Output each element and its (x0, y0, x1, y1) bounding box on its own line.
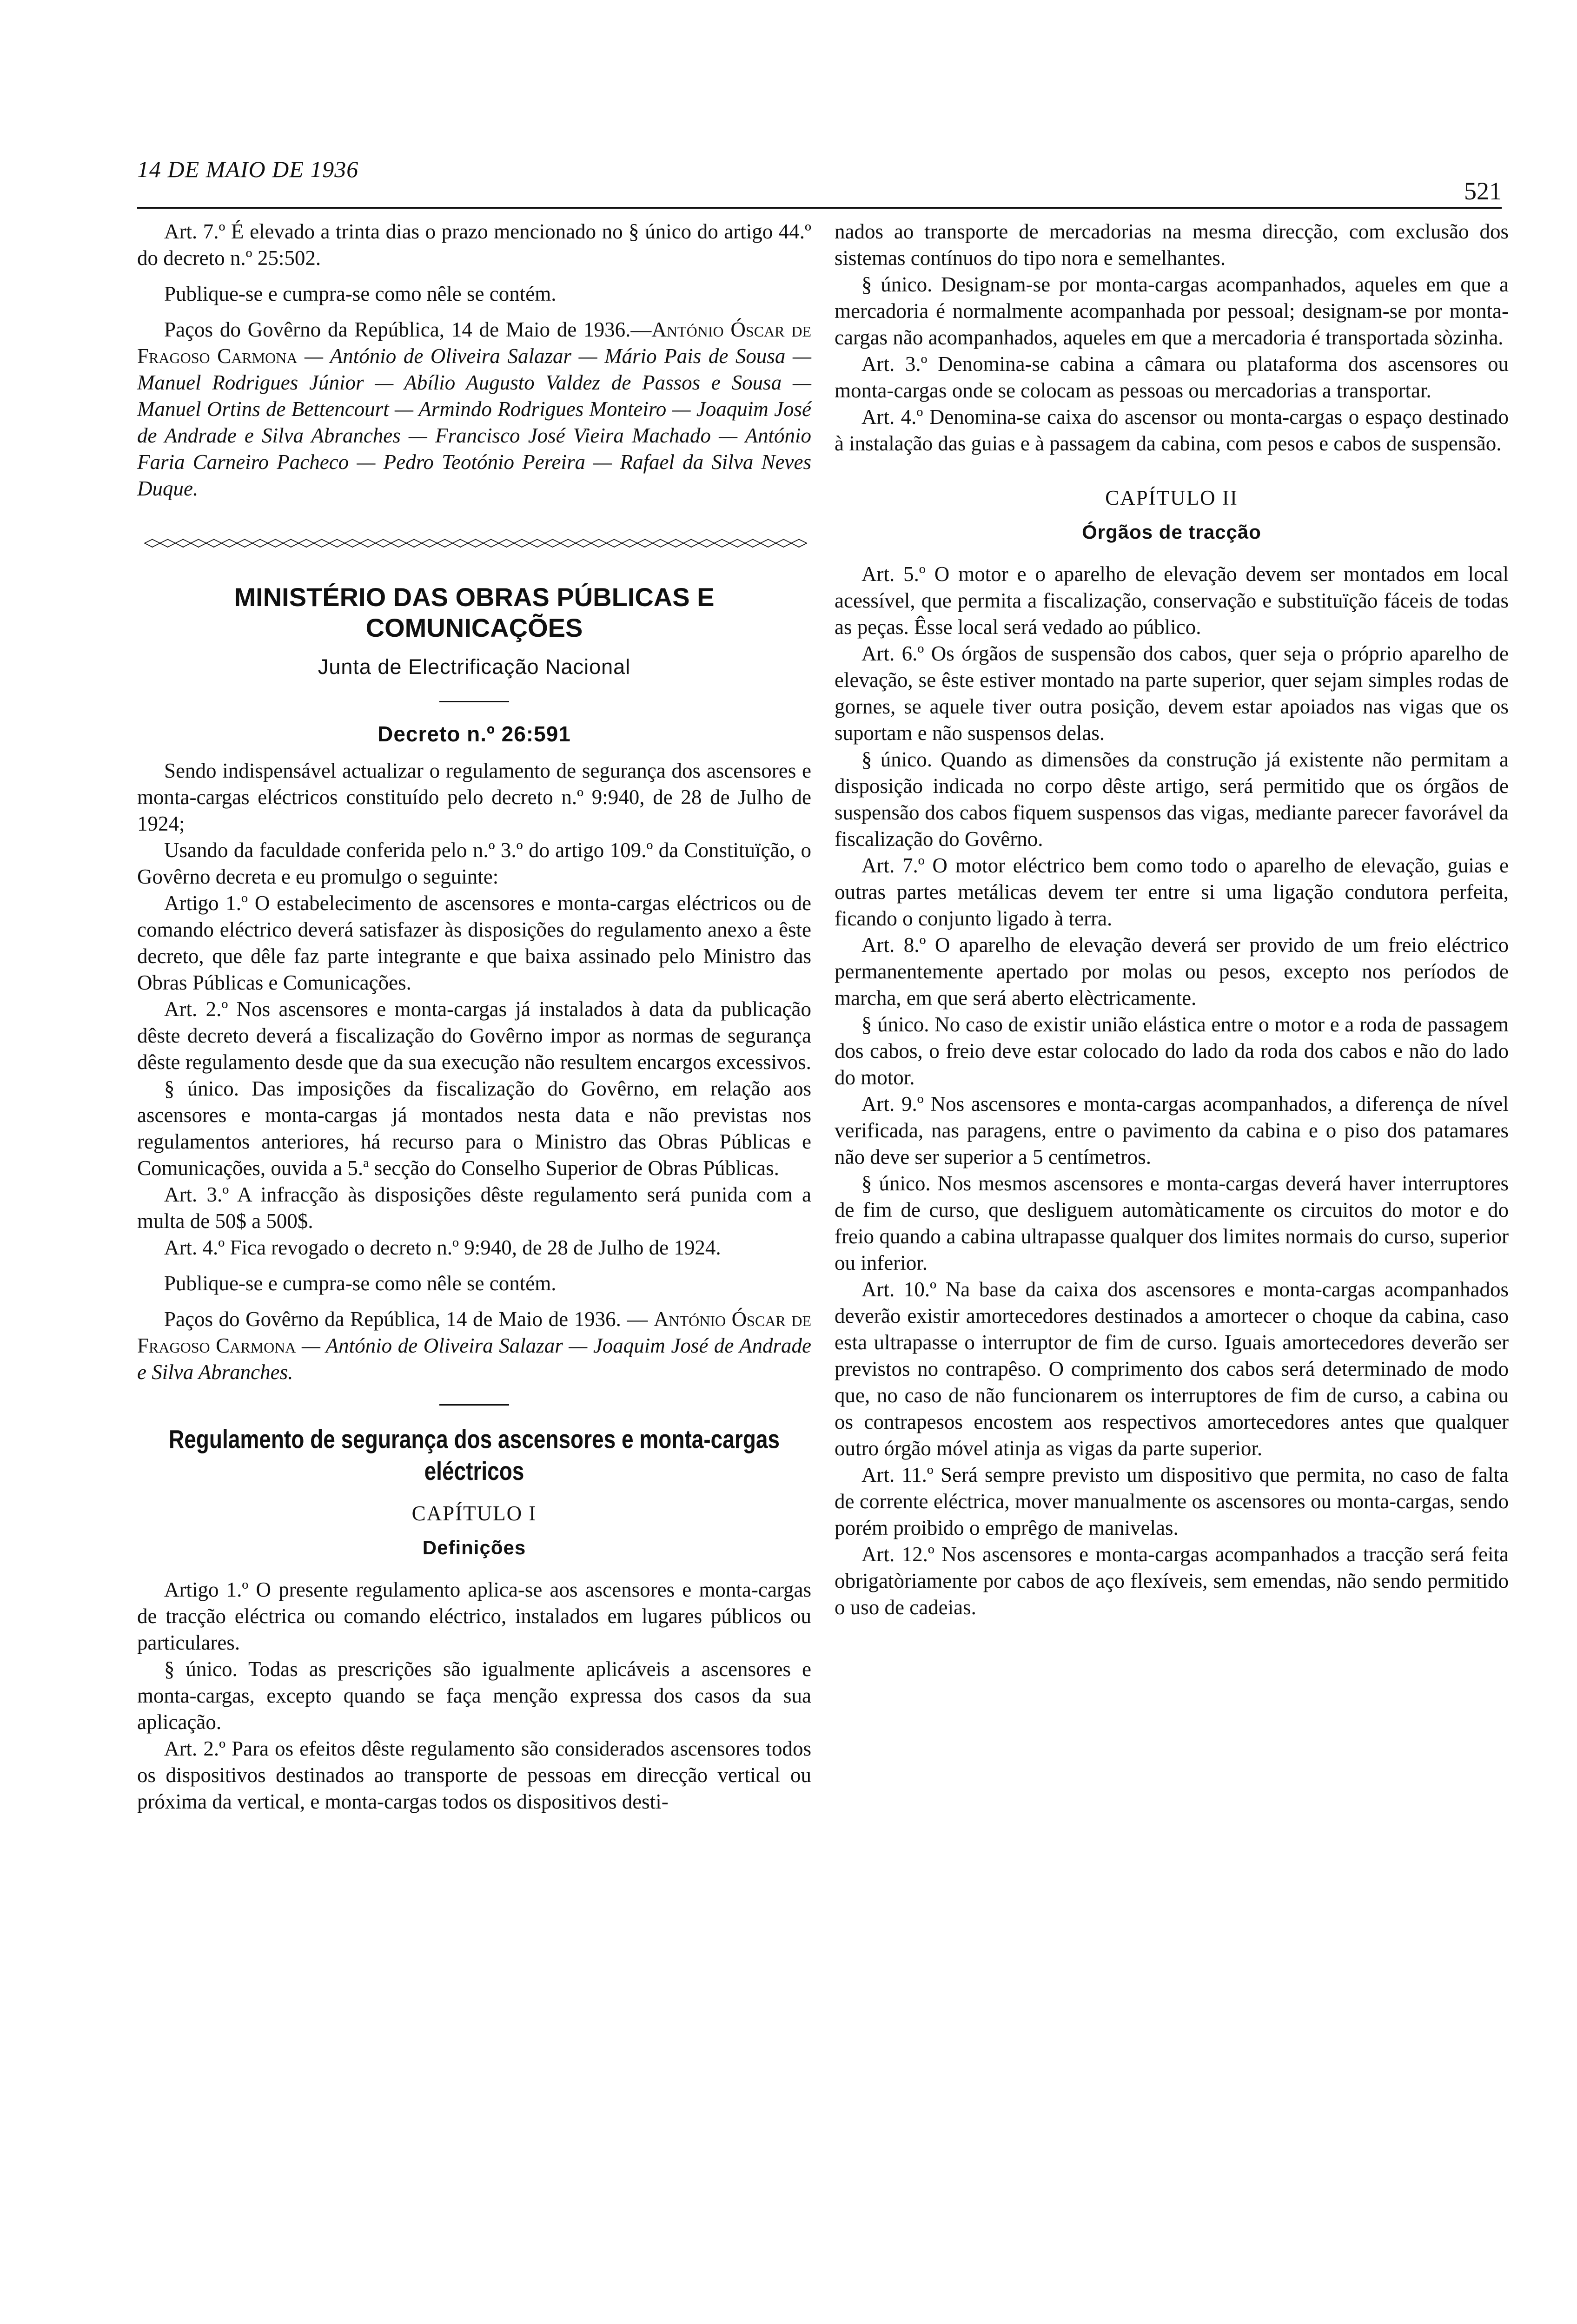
left-column (137, 218, 811, 1815)
page-header (137, 156, 1502, 209)
paragraph: Art. 3.º A infracção às disposições dêste regulamento será punida com a multa de 50$ a 500$. (137, 1183, 811, 1233)
paragraph: Art. 12.º Nos ascensores e monta-cargas acompanhados a tracção será feita obrigatòriamente por cabos de aço flexíveis, sem emendas, não sendo permitido o uso de cadeias. (835, 1543, 1509, 1619)
paragraph: Art. 4.º Fica revogado o decreto n.º 9:940, de 28 de Julho de 1924. (164, 1236, 721, 1259)
paragraph: Usando da faculdade conferida pelo n.º 3.º do artigo 109.º da Constituïção, o Govêrno decreta e eu promulgo o seguinte: (137, 838, 811, 888)
paragraph: Artigo 1.º O estabelecimento de ascensores e monta-cargas eléctricos ou de comando eléctrico deverá satisfazer às disposições do regulamento anexo a êste decreto, que dêle faz parte integrante e que baixa assinado pelo Ministro das Obras Públicas e Comunicações. (137, 891, 811, 994)
paragraph: § único. No caso de existir união elástica entre o motor e a roda de passagem dos cabos, o freio deve estar colocado do lado da roda dos cabos e não do lado do motor. (835, 1013, 1509, 1089)
chapter-subheading: Definições (422, 1537, 526, 1558)
paragraph: nados ao transporte de mercadorias na mesma direcção, com exclusão dos sistemas contínuos do tipo nora e semelhantes. (835, 220, 1509, 270)
paragraph: § único. Todas as prescrições são igualmente aplicáveis a ascensores e monta-cargas, excepto quando se faça menção expressa dos casos da sua aplicação. (137, 1657, 811, 1734)
signature-president: António Óscar de Fragoso Carmona (137, 1307, 811, 1357)
paragraph: Art. 10.º Na base da caixa dos ascensores e monta-cargas acompanhados deverão existir amortecedores destinados a amortecer o choque da cabina, caso esta ultrapasse o interruptor de fim de curso. Iguais amortecedores deverão ser previstos no contrapêso. O comprimento dos cabos será determinado de modo que, no caso de não funcionarem os interruptores de fim de curso, a cabina ou os contrapesos encostem aos respectivos amortecedores antes que qualquer outro órgão móvel atinja as vigas da parte superior. (835, 1278, 1509, 1460)
paragraph: Art. 2.º Nos ascensores e monta-cargas já instalados à data da publicação dêste decreto deverá a fiscalização do Govêrno impor as normas de segurança dêste regulamento desde que da sua execução não resultem encargos excessivos. (137, 997, 811, 1074)
paragraph: Art. 4.º Denomina-se caixa do ascensor ou monta-cargas o espaço destinado à instalação das guias e à passagem da cabina, com pesos e cabos de suspensão. (835, 405, 1509, 455)
signature-ministers: — António de Oliveira Salazar — Joaquim José de Andrade e Silva Abranches. (137, 1334, 812, 1384)
section-rule (439, 701, 509, 702)
ornamental-divider: <><><><><><><><><><><><><><><><><><><><><><><><><><><><><><><><><><><><><><><><><><><> (143, 533, 806, 554)
paragraph: Publique-se e cumpra-se como nêle se contém. (164, 1272, 557, 1295)
chapter-heading: CAPÍTULO I (411, 1502, 537, 1525)
paragraph: Artigo 1.º O presente regulamento aplica-se aos ascensores e monta-cargas de tracção eléctrica ou comando eléctrico, instalados em lugares públicos ou particulares. (137, 1578, 811, 1654)
chapter-heading: CAPÍTULO II (1105, 486, 1238, 509)
paragraph: Art. 2.º Para os efeitos dêste regulamento são considerados ascensores todos os dispositivos destinados ao transporte de pessoas em direcção vertical ou próxima da vertical, e monta-cargas todos os dispositivos desti- (137, 1737, 811, 1813)
paragraph: Art. 7.º É elevado a trinta dias o prazo mencionado no § único do artigo 44.º do decreto n.º 25:502. (137, 220, 811, 270)
regulation-title: Regulamento de segurança dos ascensores e monta-cargas eléctricos (168, 1425, 780, 1486)
paragraph: Art. 3.º Denomina-se cabina a câmara ou plataforma dos ascensores ou monta-cargas onde se colocam as pessoas ou mercadorias a transportar. (835, 352, 1509, 402)
paragraph: Art. 7.º O motor eléctrico bem como todo o aparelho de elevação, guias e outras partes metálicas devem ter entre si uma ligação condutora perfeita, ficando o conjunto ligado à terra. (835, 854, 1509, 930)
signature-president: António Óscar de Fragoso Carmona (137, 318, 812, 368)
paragraph: § único. Das imposições da fiscalização do Govêrno, em relação aos ascensores e monta-cargas já montados nesta data e não previstas nos regulamentos anteriores, há recurso para o Ministro das Obras Públicas e Comunicações, ouvida a 5.ª secção do Conselho Superior de Obras Públicas. (137, 1077, 811, 1180)
right-column (835, 218, 1509, 1621)
paragraph: § único. Nos mesmos ascensores e monta-cargas deverá haver interruptores de fim de curso, que desliguem automàticamente os circuitos do motor e do freio quando a cabina ultrapasse qualquer dos limites normais do curso, superior ou inferior. (835, 1172, 1509, 1274)
agency-heading: Junta de Electrificação Nacional (318, 655, 631, 679)
paragraph: Art. 6.º Os órgãos de suspensão dos cabos, quer seja o próprio aparelho de elevação, se êste estiver montado na parte superior, quer sejam simples rodas de gornes, se aquele tiver outra posição, devem estar apoiados nas vigas que os suportam e não suspensos delas. (835, 642, 1509, 745)
paragraph: Art. 8.º O aparelho de elevação deverá ser provido de um freio eléctrico permanentemente apertado por molas ou pesos, excepto nos períodos de marcha, em que será aberto elèctricamente. (835, 933, 1509, 1010)
signature-lead: Paços do Govêrno da República, 14 de Maio de 1936. — (164, 1307, 654, 1331)
header-date: 14 DE MAIO DE 1936 (137, 156, 359, 182)
signature-block (137, 1306, 811, 1386)
signature-block (137, 317, 811, 502)
paragraph: Art. 5.º O motor e o aparelho de elevação devem ser montados em local acessível, que permita a fiscalização, conservação e substituïção fáceis de todas as peças. Êsse local será vedado ao público. (835, 562, 1509, 639)
paragraph: Art. 9.º Nos ascensores e monta-cargas acompanhados, a diferença de nível verificada, nas paragens, entre o pavimento da cabina e o piso dos patamares não deve ser superior a 5 centímetros. (835, 1092, 1509, 1169)
ministry-heading: MINISTÉRIO DAS OBRAS PÚBLICAS E COMUNICAÇÕES (234, 582, 715, 642)
decree-number: Decreto n.º 26:591 (378, 722, 571, 746)
paragraph: Sendo indispensável actualizar o regulamento de segurança dos ascensores e monta-cargas eléctricos constituído pelo decreto n.º 9:940, de 28 de Julho de 1924; (137, 759, 811, 835)
paragraph: § único. Quando as dimensões da construção já existente não permitam a disposição indicada no corpo dêste artigo, será permitido que os órgãos de suspensão dos cabos fiquem suspensos das vigas, mediante parecer favorável da fiscalização do Govêrno. (835, 748, 1509, 851)
page-number: 521 (1464, 177, 1502, 205)
signature-ministers: — António de Oliveira Salazar — Mário Pais de Sousa — Manuel Rodrigues Júnior — Abílio Augusto Valdez de Passos e Sousa — Manuel Ortins de Bettencourt — Armindo Rodrigues Monteiro — Joaquim José de Andrade e Silva Abranches — Francisco José Vieira Machado — António Faria Carneiro Pacheco — Pedro Teotónio Pereira — Rafael da Silva Neves Duque. (137, 344, 811, 500)
paragraph: Art. 11.º Será sempre previsto um dispositivo que permita, no caso de falta de corrente eléctrica, mover manualmente os ascensores ou monta-cargas, sendo porém proibido o emprêgo de manivelas. (835, 1463, 1509, 1539)
paragraph: Publique-se e cumpra-se como nêle se contém. (164, 282, 557, 305)
paragraph: § único. Designam-se por monta-cargas acompanhados, aqueles em que a mercadoria é normalmente acompanhada por pessoal; designam-se por monta-cargas não acompanhados, aqueles em que a mercadoria é transportada sòzinha. (835, 273, 1509, 349)
chapter-subheading: Órgãos de tracção (1082, 521, 1261, 543)
signature-lead: Paços do Govêrno da República, 14 de Maio de 1936.— (164, 318, 652, 341)
section-rule (439, 1404, 509, 1406)
